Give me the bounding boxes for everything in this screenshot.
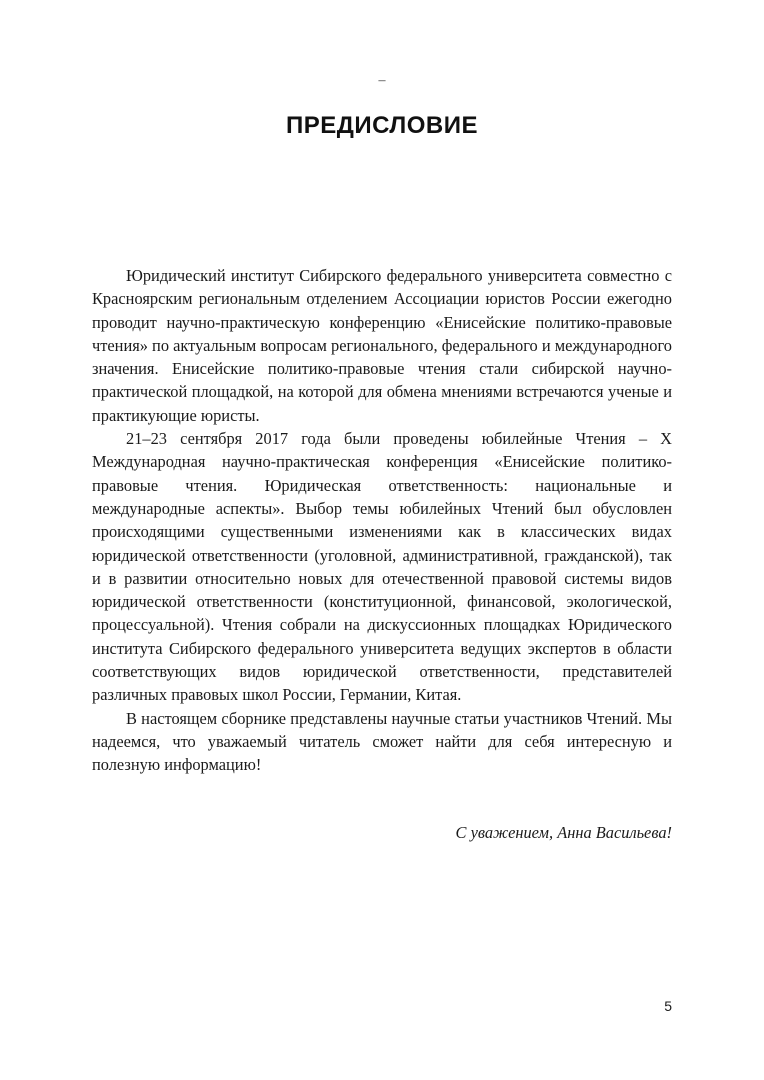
page-title: ПРЕДИСЛОВИЕ [286, 112, 478, 139]
paragraph-2: 21–23 сентября 2017 года были проведены юбилейные Чтения – X Международная научно-практическая конференция «Енисейские политико-правовые чтения. Юридическая ответственность: национальные и международные аспекты». Выбор темы юбилейных Чтений был обусловлен происходящими существенными изменениями как в классических видах юридической ответственности (уголовной, административной, гражданской), так и в развитии относительно новых для отечественной правовой системы видов юридической ответственности (конституционной, финансовой, экологической, процессуальной). Чтения собрали на дискуссионных площадках Юридического института Сибирского федерального университета ведущих экспертов в области соответствующих видов юридической ответственности, представителей различных правовых школ России, Германии, Китая. [92, 429, 672, 705]
preface-body [92, 264, 672, 777]
paragraph-1: Юридический институт Сибирского федерального университета совместно с Красноярским региональным отделением Ассоциации юристов России ежегодно проводит научно-практическую конференцию «Енисейские политико-правовые чтения» по актуальным вопросам регионального, федерального и международного значения. Енисейские политико-правовые чтения стали сибирской научно-практической площадкой, на которой для обмена мнениями встречаются ученые и практикующие юристы. [92, 266, 672, 425]
page-number: 5 [664, 998, 672, 1014]
signature: С уважением, Анна Васильева! [455, 823, 672, 842]
header-dash: – [378, 73, 386, 88]
paragraph-3: В настоящем сборнике представлены научные статьи участников Чтений. Мы надеемся, что уважаемый читатель сможет найти для себя интересную и полезную информацию! [92, 708, 672, 775]
